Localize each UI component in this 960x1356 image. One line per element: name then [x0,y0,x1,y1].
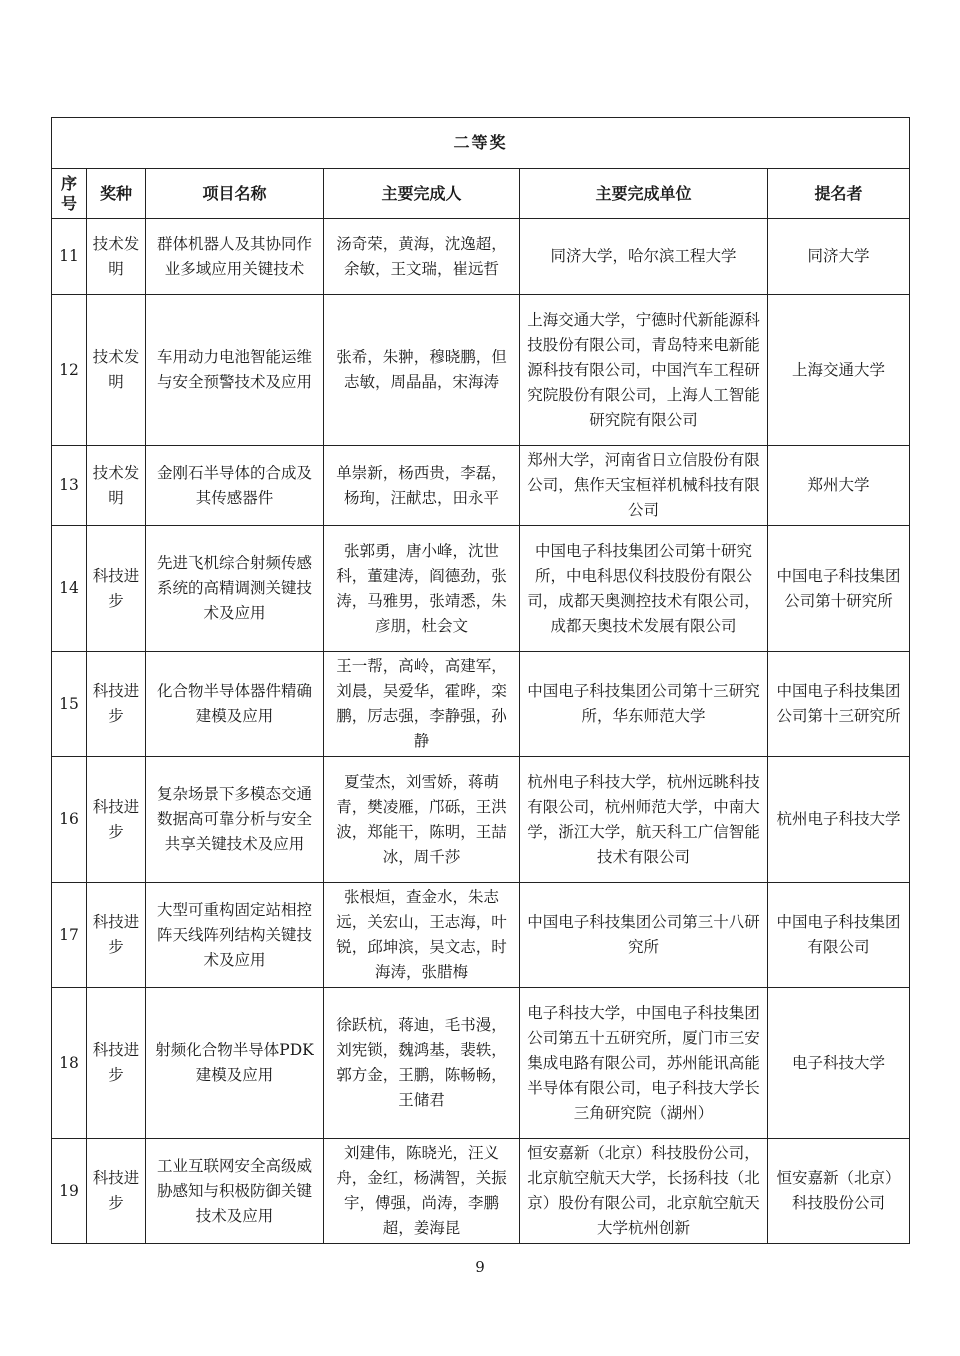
units-cell: 杭州电子科技大学，杭州远眺科技有限公司，杭州师范大学，中南大学，浙江大学，航天科工广信智能技术有限公司 [520,757,768,883]
seq-cell: 18 [52,988,87,1139]
contributors-cell: 张希，朱翀，穆晓鹏，但志敏，周晶晶，宋海涛 [324,295,520,446]
award-table [51,117,910,1244]
award-level-title: 二等奖 [52,118,910,169]
header-award-type: 奖种 [87,169,146,219]
award-type-cell: 科技进步 [87,883,146,988]
nominator-cell: 上海交通大学 [768,295,910,446]
nominator-cell: 中国电子科技集团有限公司 [768,883,910,988]
nominator-cell: 杭州电子科技大学 [768,757,910,883]
contributors-cell: 刘建伟，陈晓光，汪义舟，金红，杨满智，关振宇，傅强，尚涛，李鹏超，姜海昆 [324,1139,520,1244]
nominator-cell: 同济大学 [768,219,910,295]
table-row [52,526,910,652]
nominator-cell: 郑州大学 [768,446,910,526]
seq-cell: 14 [52,526,87,652]
contributors-cell: 单崇新，杨西贵，李磊，杨珣，汪献忠，田永平 [324,446,520,526]
contributors-cell: 徐跃杭，蒋迪，毛书漫，刘宪锁，魏鸿基，裴轶，郭方金，王鹏，陈畅畅，王储君 [324,988,520,1139]
seq-cell: 17 [52,883,87,988]
table-row [52,1139,910,1244]
nominator-cell: 电子科技大学 [768,988,910,1139]
table-row [52,883,910,988]
award-type-cell: 科技进步 [87,757,146,883]
project-name-cell: 先进飞机综合射频传感系统的高精调测关键技术及应用 [146,526,324,652]
contributors-cell: 张郭勇，唐小峰，沈世科，董建涛，阎德劲，张涛，马雅男，张靖悉，朱彦朋，杜会文 [324,526,520,652]
seq-cell: 19 [52,1139,87,1244]
units-cell: 郑州大学，河南省日立信股份有限公司，焦作天宝桓祥机械科技有限公司 [520,446,768,526]
table-row [52,757,910,883]
project-name-cell: 射频化合物半导体PDK建模及应用 [146,988,324,1139]
seq-cell: 16 [52,757,87,883]
contributors-cell: 夏莹杰，刘雪娇，蒋萌青，樊凌雁，邝砾，王洪波，郑能干，陈明，王喆冰，周千莎 [324,757,520,883]
award-type-cell: 科技进步 [87,988,146,1139]
table-row [52,446,910,526]
seq-cell: 11 [52,219,87,295]
header-row [52,169,910,219]
project-name-cell: 复杂场景下多模态交通数据高可靠分析与安全共享关键技术及应用 [146,757,324,883]
units-cell: 上海交通大学，宁德时代新能源科技股份有限公司，青岛特来电新能源科技有限公司，中国汽车工程研究院股份有限公司，上海人工智能研究院有限公司 [520,295,768,446]
project-name-cell: 群体机器人及其协同作业多域应用关键技术 [146,219,324,295]
seq-cell: 13 [52,446,87,526]
nominator-cell: 恒安嘉新（北京）科技股份公司 [768,1139,910,1244]
units-cell: 同济大学，哈尔滨工程大学 [520,219,768,295]
project-name-cell: 化合物半导体器件精确建模及应用 [146,652,324,757]
award-type-cell: 技术发明 [87,295,146,446]
header-nominator: 提名者 [768,169,910,219]
award-type-cell: 科技进步 [87,652,146,757]
units-cell: 电子科技大学，中国电子科技集团公司第五十五研究所，厦门市三安集成电路有限公司，苏州能讯高能半导体有限公司，电子科技大学长三角研究院（湖州） [520,988,768,1139]
award-type-cell: 科技进步 [87,526,146,652]
seq-cell: 12 [52,295,87,446]
project-name-cell: 车用动力电池智能运维与安全预警技术及应用 [146,295,324,446]
award-type-cell: 技术发明 [87,446,146,526]
project-name-cell: 工业互联网安全高级威胁感知与积极防御关键技术及应用 [146,1139,324,1244]
contributors-cell: 汤奇荣，黄海，沈逸超，余敏，王文瑞，崔远哲 [324,219,520,295]
award-type-cell: 科技进步 [87,1139,146,1244]
table-row [52,219,910,295]
units-cell: 恒安嘉新（北京）科技股份公司，北京航空航天大学，长扬科技（北京）股份有限公司，北京航空航天大学杭州创新 [520,1139,768,1244]
nominator-cell: 中国电子科技集团公司第十三研究所 [768,652,910,757]
contributors-cell: 王一帮，高岭，高建军，刘晨，吴爱华，霍晔，栾鹏，厉志强，李静强，孙静 [324,652,520,757]
nominator-cell: 中国电子科技集团公司第十研究所 [768,526,910,652]
header-seq: 序号 [52,169,87,219]
seq-cell: 15 [52,652,87,757]
table-row [52,295,910,446]
project-name-cell: 大型可重构固定站相控阵天线阵列结构关键技术及应用 [146,883,324,988]
table-row [52,988,910,1139]
award-type-cell: 技术发明 [87,219,146,295]
units-cell: 中国电子科技集团公司第十三研究所，华东师范大学 [520,652,768,757]
table-row [52,652,910,757]
header-main-units: 主要完成单位 [520,169,768,219]
units-cell: 中国电子科技集团公司第三十八研究所 [520,883,768,988]
contributors-cell: 张根烜，查金水，朱志远，关宏山，王志海，叶锐，邱坤滨，吴文志，时海涛，张腊梅 [324,883,520,988]
header-main-contributors: 主要完成人 [324,169,520,219]
page-number: 9 [475,1258,485,1276]
units-cell: 中国电子科技集团公司第十研究所，中电科思仪科技股份有限公司，成都天奥测控技术有限公司，成都天奥技术发展有限公司 [520,526,768,652]
header-project-name: 项目名称 [146,169,324,219]
project-name-cell: 金刚石半导体的合成及其传感器件 [146,446,324,526]
